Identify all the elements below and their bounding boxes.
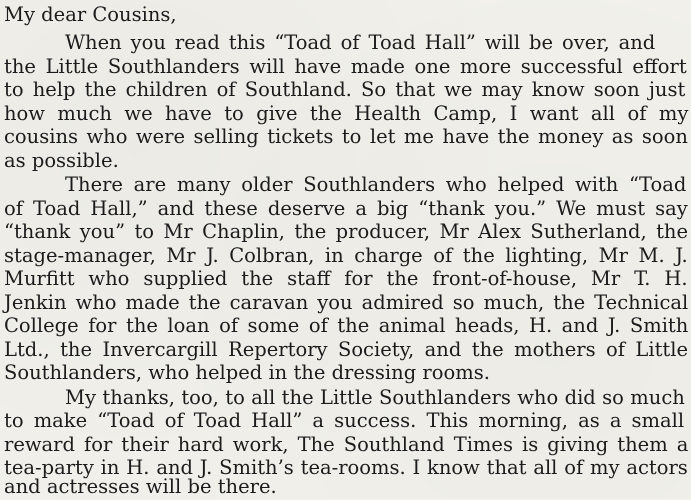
paragraph-3-line-2: to make “Toad of Toad Hall” a success. This morning, as a small (4, 409, 685, 432)
paragraph-3-line-1: My thanks, too, to all the Little Southlanders who did so much (65, 386, 685, 409)
paragraph-1-line-2: the Little Southlanders will have made one more successful effort (4, 55, 687, 78)
paragraph-2-line-5: Murfitt who supplied the staff for the front-of-house, Mr T. H. (4, 267, 688, 290)
paragraph-2-line-2: of Toad Hall,” and these deserve a big “thank you.” We must say (4, 197, 688, 220)
paragraph-2-line-4: stage-manager, Mr J. Colbran, in charge of the lighting, Mr M. J. (4, 244, 688, 267)
paragraph-3-line-4: tea-party in H. and J. Smith’s tea-rooms. I know that all of my actors (4, 456, 688, 479)
paragraph-2-line-1: There are many older Southlanders who helped with “Toad (65, 173, 687, 196)
salutation: My dear Cousins, (4, 3, 177, 26)
paragraph-1-line-1: When you read this “Toad of Toad Hall” will be over, and (65, 31, 656, 54)
paragraph-1-line-3: to help the children of Southland. So that we may know soon just (4, 78, 686, 101)
paragraph-3-line-3: reward for their hard work, The Southland Times is giving them a (4, 433, 689, 456)
paragraph-1-line-6: as possible. (4, 149, 119, 172)
paragraph-2-line-9: Southlanders, who helped in the dressing rooms. (4, 361, 490, 384)
paragraph-3-line-5: and actresses will be there. (4, 475, 277, 498)
paragraph-2-line-6: Jenkin who made the caravan you admired so much, the Technical (4, 291, 689, 314)
paragraph-1-line-5: cousins who were selling tickets to let me have the money as soon (4, 125, 688, 148)
paragraph-1-line-4: how much we have to give the Health Camp, I want all of my (4, 102, 689, 125)
paragraph-2-line-8: Ltd., the Invercargill Repertory Society, and the mothers of Little (4, 338, 689, 361)
paragraph-2-line-3: “thank you” to Mr Chaplin, the producer, Mr Alex Sutherland, the (4, 220, 689, 243)
paragraph-2-line-7: College for the loan of some of the animal heads, H. and J. Smith (4, 314, 689, 337)
